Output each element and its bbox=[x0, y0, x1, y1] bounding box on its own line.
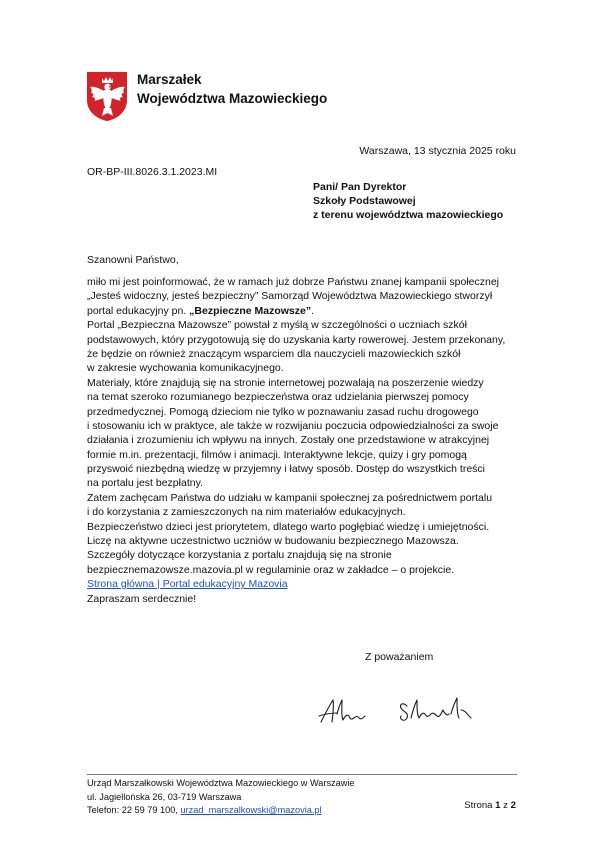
body-line: Zatem zachęcam Państwa do udziału w kampanii społecznej za pośrednictwem portalu bbox=[87, 491, 493, 504]
letter-date: Warszawa, 13 stycznia 2025 roku bbox=[359, 145, 516, 157]
addressee-block bbox=[313, 180, 503, 222]
body-line: miło mi jest poinformować, że w ramach już dobrze Państwu znanej kampanii społecznej bbox=[87, 276, 500, 288]
body-line: że będzie on również znaczącym wsparciem dla nauczycieli mazowieckich szkół bbox=[87, 347, 461, 360]
body-line: Liczę na aktywne uczestnictwo uczniów w budowaniu bezpiecznego Mazowsza. bbox=[87, 535, 459, 548]
body-line: w zakresie wychowania komunikacyjnego. bbox=[87, 362, 284, 375]
footer bbox=[87, 777, 355, 818]
closing-phrase: Z poważaniem bbox=[365, 651, 434, 663]
body-line: i stosowaniu ich w praktyce, ale także w rozwijaniu poczucia odpowiedzialności za swoje bbox=[87, 419, 499, 432]
body-line: i do korzystania z zamieszczonych na nim materiałów edukacyjnych. bbox=[87, 506, 406, 519]
addressee-line: Pani/ Pan Dyrektor bbox=[313, 181, 407, 193]
eagle-crest-icon bbox=[85, 70, 129, 122]
body-line: Materiały, które znajdują się na stronie internetowej pozwalają na poszerzenie wiedzy bbox=[87, 376, 484, 389]
body-text: . bbox=[311, 304, 315, 317]
body-line: przyswoić niezbędną wiedzę w przyjemny i łatwy sposób. Dostęp do wszystkich treści bbox=[87, 463, 485, 476]
body-line bbox=[87, 577, 527, 591]
footer-contact bbox=[87, 804, 355, 818]
addressee-line: z terenu województwa mazowieckiego bbox=[313, 209, 504, 221]
body-line: Portal „Bezpieczna Mazowsze” powstał z myślą w szczególności o uczniach szkół bbox=[87, 319, 467, 332]
body-line: na portalu jest bezpłatny. bbox=[87, 477, 203, 490]
page-indicator bbox=[464, 800, 516, 811]
organization-name bbox=[137, 70, 327, 108]
body-line: Zapraszam serdecznie! bbox=[87, 592, 197, 605]
page-label: Strona bbox=[464, 800, 496, 811]
addressee-line: Szkoły Podstawowej bbox=[313, 195, 416, 207]
page-total: 2 bbox=[510, 800, 516, 811]
org-title-line1: Marszałek bbox=[137, 72, 202, 87]
footer-email-link[interactable]: urzad_marszalkowski@mazovia.pl bbox=[180, 805, 322, 815]
footer-phone: Telefon: 22 59 79 100, bbox=[87, 805, 181, 815]
body-line bbox=[87, 304, 527, 318]
footer-divider bbox=[87, 774, 517, 775]
body-text: portal edukacyjny pn. bbox=[87, 304, 190, 317]
body-line: formie m.in. prezentacji, filmów i animacji. Interaktywne lekcje, quizy i gry pomogą bbox=[87, 448, 467, 461]
portal-name-bold: „Bezpieczne Mazowsze” bbox=[189, 304, 312, 317]
page-separator: z bbox=[500, 800, 511, 811]
reference-number: OR-BP-III.8026.3.1.2023.MI bbox=[87, 166, 218, 178]
body-line: „Jesteś widoczny, jesteś bezpieczny” Samorząd Województwa Mazowieckiego stworzył bbox=[87, 290, 493, 303]
body-line: Bezpieczeństwo dzieci jest priorytetem, dlatego warto pogłębiać wiedzę i umiejętności. bbox=[87, 520, 490, 533]
body-line: bezpiecznemazowsze.mazovia.pl w regulaminie oraz w zakładce – o projekcie. bbox=[87, 563, 455, 576]
body-line: przedmedycznej. Pomogą dzieciom nie tylko w poznawaniu zasad ruchu drogowego bbox=[87, 405, 479, 418]
footer-address: ul. Jagiellońska 26, 03-719 Warszawa bbox=[87, 791, 242, 802]
letter-body bbox=[87, 275, 527, 606]
portal-link[interactable]: Strona główna | Portal edukacyjny Mazovia bbox=[87, 578, 288, 591]
page-current: 1 bbox=[495, 800, 501, 811]
handwritten-signature bbox=[315, 692, 495, 726]
body-line: działania i zrozumieniu ich wpływu na innych. Zostały one przedstawione w atrakcyjnej bbox=[87, 434, 490, 447]
body-line: podstawowych, który przygotowują się do uzyskania karty rowerowej. Jestem przekonany, bbox=[87, 333, 506, 346]
salutation: Szanowni Państwo, bbox=[87, 254, 179, 266]
footer-office: Urząd Marszałkowski Województwa Mazowieckiego w Warszawie bbox=[87, 778, 355, 788]
body-line: Szczegóły dotyczące korzystania z portalu znajdują się na stronie bbox=[87, 549, 392, 562]
body-line: na temat szeroko rozumianego bezpieczeństwa oraz udzielania pierwszej pomocy bbox=[87, 391, 469, 404]
org-title-line2: Województwa Mazowieckiego bbox=[137, 91, 328, 106]
